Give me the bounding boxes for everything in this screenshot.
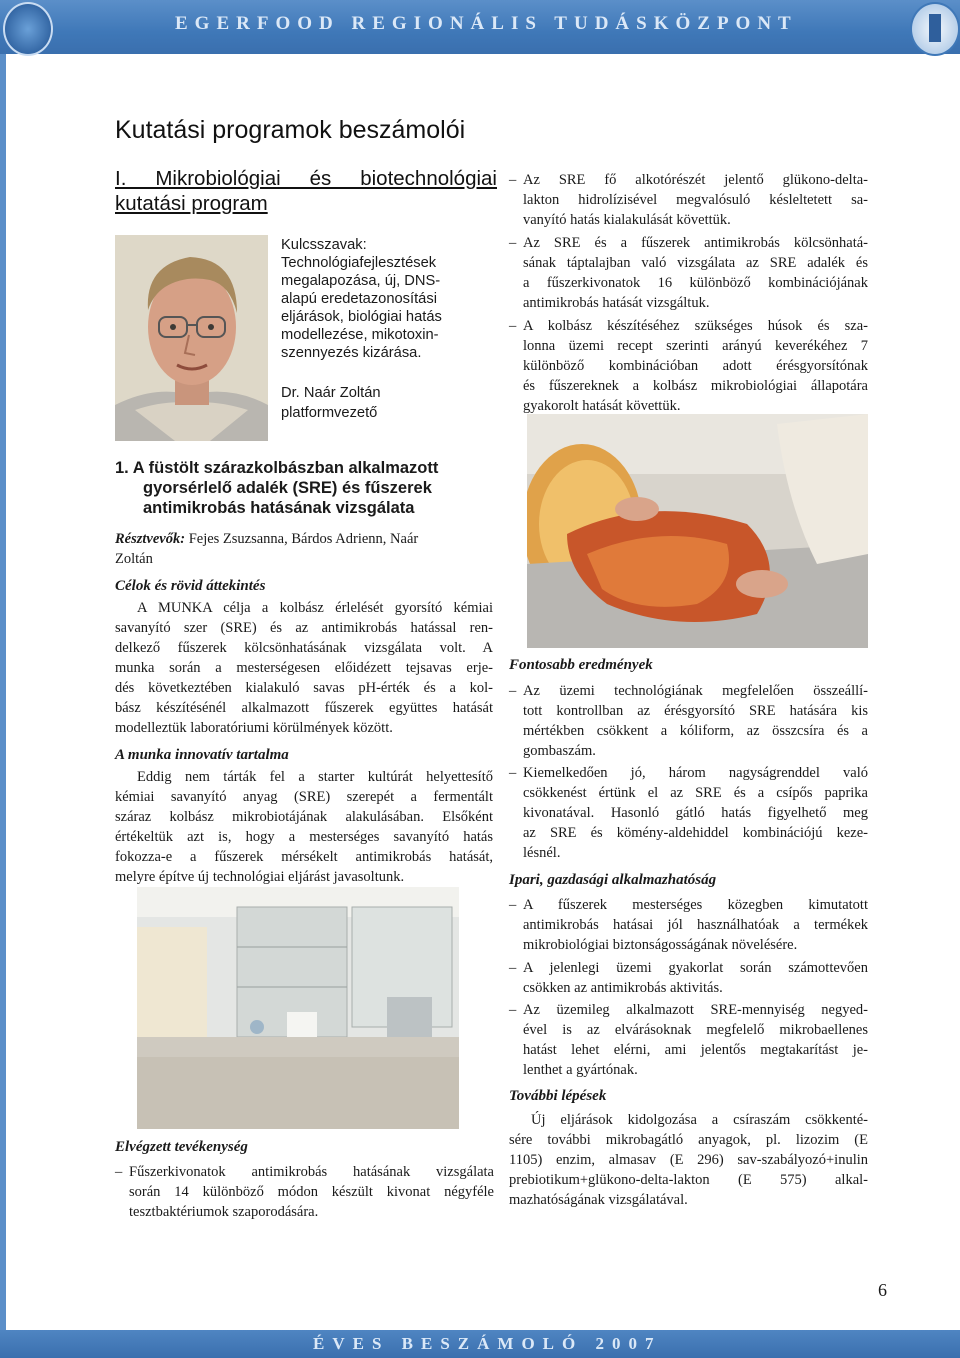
text-line: gyakorolt hatását követtük. bbox=[523, 398, 681, 414]
dash-bullet: – bbox=[509, 318, 517, 334]
next-steps-heading: További lépések bbox=[509, 1088, 607, 1104]
author-role: platformvezető bbox=[281, 405, 378, 421]
keywords-line: szennyezés kizárása. bbox=[281, 345, 422, 361]
done-bullet bbox=[115, 1162, 494, 1222]
dash-bullet: – bbox=[509, 235, 517, 251]
text-line: tott kontrollban az érésgyorsító SRE hatására kis bbox=[523, 703, 868, 719]
text-line: antimikrobás hatásai jól használhatóak a termékek bbox=[523, 917, 868, 933]
text-line: delkező fűszerek kölcsönhatásának vizsgálata volt. A bbox=[115, 640, 493, 656]
text-line: A jelenlegi üzemi gyakorlat során számottevően bbox=[523, 960, 868, 976]
text-line: száraz kolbász mikrobiotájának alakulásában. Elsőként bbox=[115, 809, 493, 825]
text-line: Eddig nem tárták fel a starter kultúrát helyettesítő bbox=[137, 769, 493, 785]
intro-bullet bbox=[509, 316, 868, 416]
text-line: modelleztük laboratóriumi körülmények között. bbox=[115, 720, 393, 736]
intro-bullet bbox=[509, 170, 868, 230]
text-line: A fűszerek mesterséges közegben kimutatott bbox=[523, 897, 868, 913]
dash-bullet: – bbox=[509, 960, 517, 976]
text-line: ével is az elvárásoknak megfelelő mikrobaellenes bbox=[523, 1022, 868, 1038]
sausage-production-photo bbox=[527, 414, 868, 648]
results-bullet bbox=[509, 681, 868, 761]
text-line: mértékben csökkent a kóliform, az összcsíra és a bbox=[523, 723, 868, 739]
text-line: kémiai savanyító anyag (SRE) szerepét a fermentált bbox=[115, 789, 493, 805]
article-title bbox=[115, 458, 495, 518]
text-line: prebiotikum+glükono-delta-lakton (E 575) alkal- bbox=[509, 1172, 868, 1188]
text-line: tesztbaktériumok szaporodására. bbox=[129, 1204, 319, 1220]
program-title bbox=[115, 166, 497, 216]
text-line: a fűszerkivonatok 16 különböző kombinációjának bbox=[523, 275, 868, 291]
author-name: Dr. Naár Zoltán bbox=[281, 385, 381, 401]
page-number: 6 bbox=[878, 1280, 887, 1300]
dash-bullet: – bbox=[509, 1002, 517, 1018]
program-title-line: kutatási program bbox=[115, 192, 268, 215]
text-line: Az SRE fő alkotórészét jelentő glükono-delta- bbox=[523, 172, 868, 188]
keywords-block bbox=[281, 236, 486, 362]
article-title-line: 1. A füstölt szárazkolbászban alkalmazott bbox=[115, 459, 439, 477]
institute-logo bbox=[910, 2, 960, 56]
text-line: melyre építve új technológiai eljárást javasoltunk. bbox=[115, 869, 405, 885]
text-line: hatást lehet elérni, ami jelentős megtakarítást je- bbox=[523, 1042, 868, 1058]
text-line: fokozza-e a fűszerek mérsékelt antimikrobás hatását, bbox=[115, 849, 493, 865]
industry-bullet bbox=[509, 958, 868, 998]
next-steps-paragraph bbox=[509, 1110, 868, 1210]
text-line: csökken az antimikrobás aktivitás. bbox=[523, 980, 723, 996]
text-line: bász készítésénél alkalmazott fűszerek együttes hatását bbox=[115, 700, 493, 716]
participants-label: Résztvevők: bbox=[115, 531, 186, 547]
intro-bullet bbox=[509, 233, 868, 313]
goals-heading: Célok és rövid áttekintés bbox=[115, 578, 266, 594]
footer-text: ÉVES BESZÁMOLÓ 2007 bbox=[313, 1334, 662, 1353]
participants-line: Zoltán bbox=[115, 551, 153, 567]
goals-paragraph bbox=[115, 598, 493, 738]
text-line: dés következtében kialakuló savas pH-érték és a kol- bbox=[115, 680, 493, 696]
text-line: munka során a mesterségesen előidézett tejsavas erje- bbox=[115, 660, 493, 676]
program-title-line: I. Mikrobiológiai és biotechnológiai bbox=[115, 167, 497, 190]
header-title: EGERFOOD REGIONÁLIS TUDÁSKÖZPONT bbox=[175, 13, 798, 34]
dash-bullet: – bbox=[509, 897, 517, 913]
results-bullet bbox=[509, 763, 868, 863]
industry-bullet bbox=[509, 1000, 868, 1080]
article-title-line: gyorsérlelő adalék (SRE) és fűszerek bbox=[143, 479, 432, 497]
university-seal-logo bbox=[3, 2, 53, 56]
innovation-heading: A munka innovatív tartalma bbox=[115, 747, 289, 763]
text-line: lésnél. bbox=[523, 845, 561, 861]
text-line: csökkenést értünk el az SRE és a csípős paprika bbox=[523, 785, 868, 801]
keywords-line: eljárások, biológiai hatás bbox=[281, 309, 442, 325]
text-line: savanyító szer (SRE) és az antimikrobás hatással ren- bbox=[115, 620, 493, 636]
laboratory-photo bbox=[137, 887, 459, 1129]
dash-bullet: – bbox=[115, 1164, 123, 1180]
header-banner bbox=[0, 0, 960, 54]
text-line: A kolbász készítéséhez szükséges húsok és sza- bbox=[523, 318, 868, 334]
text-line: Kiemelkedően jó, három nagyságrenddel való bbox=[523, 765, 868, 781]
text-line: A MUNKA célja a kolbász érlelését gyorsító kémiai bbox=[137, 600, 493, 616]
innovation-paragraph bbox=[115, 767, 493, 887]
author-block bbox=[281, 383, 381, 423]
text-line: különböző kombinációban adott érésgyorsítónak bbox=[523, 358, 868, 374]
participants bbox=[115, 529, 495, 569]
text-line: értékeltük azt is, hogy a mesterséges savanyító hatás bbox=[115, 829, 493, 845]
text-line: Az üzemi technológiának megfelelően összeállí- bbox=[523, 683, 868, 699]
dash-bullet: – bbox=[509, 765, 517, 781]
text-line: gombaszám. bbox=[523, 743, 596, 759]
done-heading: Elvégzett tevékenység bbox=[115, 1139, 248, 1155]
participants-line bbox=[115, 529, 495, 549]
article-title-line: antimikrobás hatásának vizsgálata bbox=[143, 499, 415, 517]
text-line: lonna üzemi recept szerinti arányú keverékéhez 7 bbox=[523, 338, 868, 354]
text-line: mikrobiológiai biztonságosságának növelésére. bbox=[523, 937, 798, 953]
industry-bullet bbox=[509, 895, 868, 955]
keywords-line: megalapozása, új, DNS- bbox=[281, 273, 441, 289]
keywords-line: Technológiafejlesztések bbox=[281, 255, 437, 271]
text-line: kivonatával. Hasonló gátló hatás figyelhető meg bbox=[523, 805, 868, 821]
text-line: antimikrobás hatását vizsgáltuk. bbox=[523, 295, 710, 311]
keywords-line: alapú eredetazonosítási bbox=[281, 291, 437, 307]
text-line: és fűszereknek a kolbász mikrobiológiai állapotára bbox=[523, 378, 868, 394]
keywords-line: Kulcsszavak: bbox=[281, 237, 367, 253]
text-line: vanyító hatás kialakulását követtük. bbox=[523, 212, 731, 228]
text-line: lenthet a gyártónak. bbox=[523, 1062, 638, 1078]
text-line: mazhatóságának vizsgálatával. bbox=[509, 1192, 688, 1208]
sausage-photo-drawing bbox=[527, 414, 868, 648]
text-line: sére további mikrobagátló anyagok, pl. lizozim (E bbox=[509, 1132, 868, 1148]
footer-banner bbox=[0, 1330, 960, 1358]
text-line: sának táptalajban való vizsgálata az SRE adalék és bbox=[523, 255, 868, 271]
text-line: Az SRE és a fűszerek antimikrobás kölcsönhatá- bbox=[523, 235, 868, 251]
keywords-line: modellezése, mikotoxin- bbox=[281, 327, 439, 343]
text-line: Fűszerkivonatok antimikrobás hatásának vizsgálata bbox=[129, 1164, 494, 1180]
text-line: Az üzemileg alkalmazott SRE-mennyiség negyed- bbox=[523, 1002, 868, 1018]
text-line: 1105) enzim, almasav (E 296) sav-szabályozó+inulin bbox=[509, 1152, 868, 1168]
lab-photo-drawing bbox=[137, 887, 459, 1129]
text-line: Új eljárások kidolgozása a csíraszám csökkenté- bbox=[531, 1112, 868, 1128]
page-title: Kutatási programok beszámolói bbox=[115, 116, 466, 144]
participants-names: Fejes Zsuzsanna, Bárdos Adrienn, Naár bbox=[188, 531, 419, 547]
left-margin-bar bbox=[0, 54, 6, 1330]
text-line: során 14 különböző módon készült kivonat négyféle bbox=[129, 1184, 494, 1200]
author-photo bbox=[115, 235, 268, 441]
results-heading: Fontosabb eredmények bbox=[509, 657, 653, 673]
dash-bullet: – bbox=[509, 172, 517, 188]
dash-bullet: – bbox=[509, 683, 517, 699]
text-line: az SRE és kömény-aldehiddel kombinációjú keze- bbox=[523, 825, 868, 841]
text-line: lakton hidrolízisével megvalósuló késleltetett sa- bbox=[523, 192, 868, 208]
author-photo-drawing bbox=[115, 235, 268, 441]
industry-heading: Ipari, gazdasági alkalmazhatóság bbox=[509, 872, 717, 888]
